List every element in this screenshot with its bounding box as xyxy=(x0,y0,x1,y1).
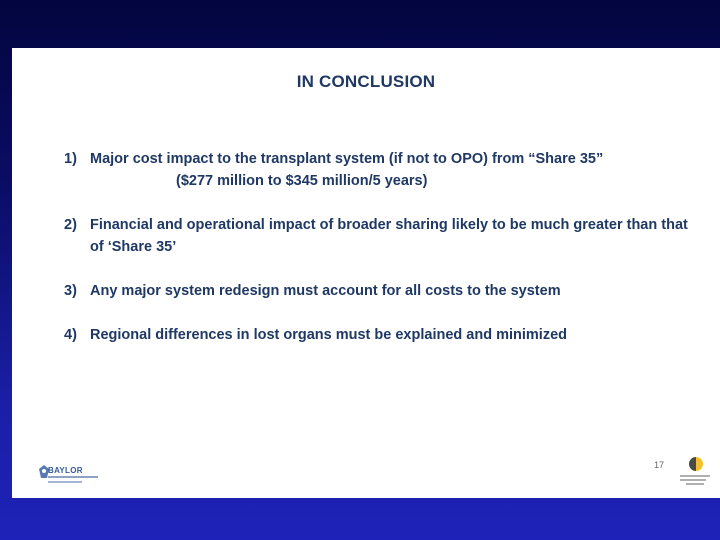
item-number: 1) xyxy=(64,151,77,167)
item-text: Financial and operational impact of broader sharing likely to be much greater than that of ‘Share 35’ xyxy=(90,217,688,255)
item-text: Any major system redesign must account for all costs to the system xyxy=(90,283,561,299)
item-text: Major cost impact to the transplant system (if not to OPO) from “Share 35” xyxy=(90,151,604,167)
baylor-tagline-mark xyxy=(48,481,82,483)
item-number: 2) xyxy=(64,217,77,233)
partner-logo xyxy=(676,456,716,488)
conclusion-list xyxy=(64,148,704,368)
logo-text-mark xyxy=(686,483,704,485)
item-number: 3) xyxy=(64,283,77,299)
item-subtext: ($277 million to $345 million/5 years) xyxy=(176,173,428,189)
half-circle-logo-icon xyxy=(688,456,704,472)
item-text: Regional differences in lost organs must be explained and minimized xyxy=(90,327,567,343)
page-number: 17 xyxy=(654,460,665,470)
logo-text-mark xyxy=(680,475,710,477)
list-item xyxy=(64,280,704,302)
slide xyxy=(12,48,720,498)
item-number: 4) xyxy=(64,327,77,343)
slide-title: IN CONCLUSION xyxy=(296,72,436,91)
logo-text-mark xyxy=(680,479,706,481)
baylor-tagline-mark xyxy=(48,476,98,478)
baylor-wordmark: BAYLOR xyxy=(48,466,83,475)
list-item xyxy=(64,324,704,346)
list-item xyxy=(64,148,704,192)
list-item xyxy=(64,214,704,258)
baylor-logo xyxy=(38,464,98,490)
